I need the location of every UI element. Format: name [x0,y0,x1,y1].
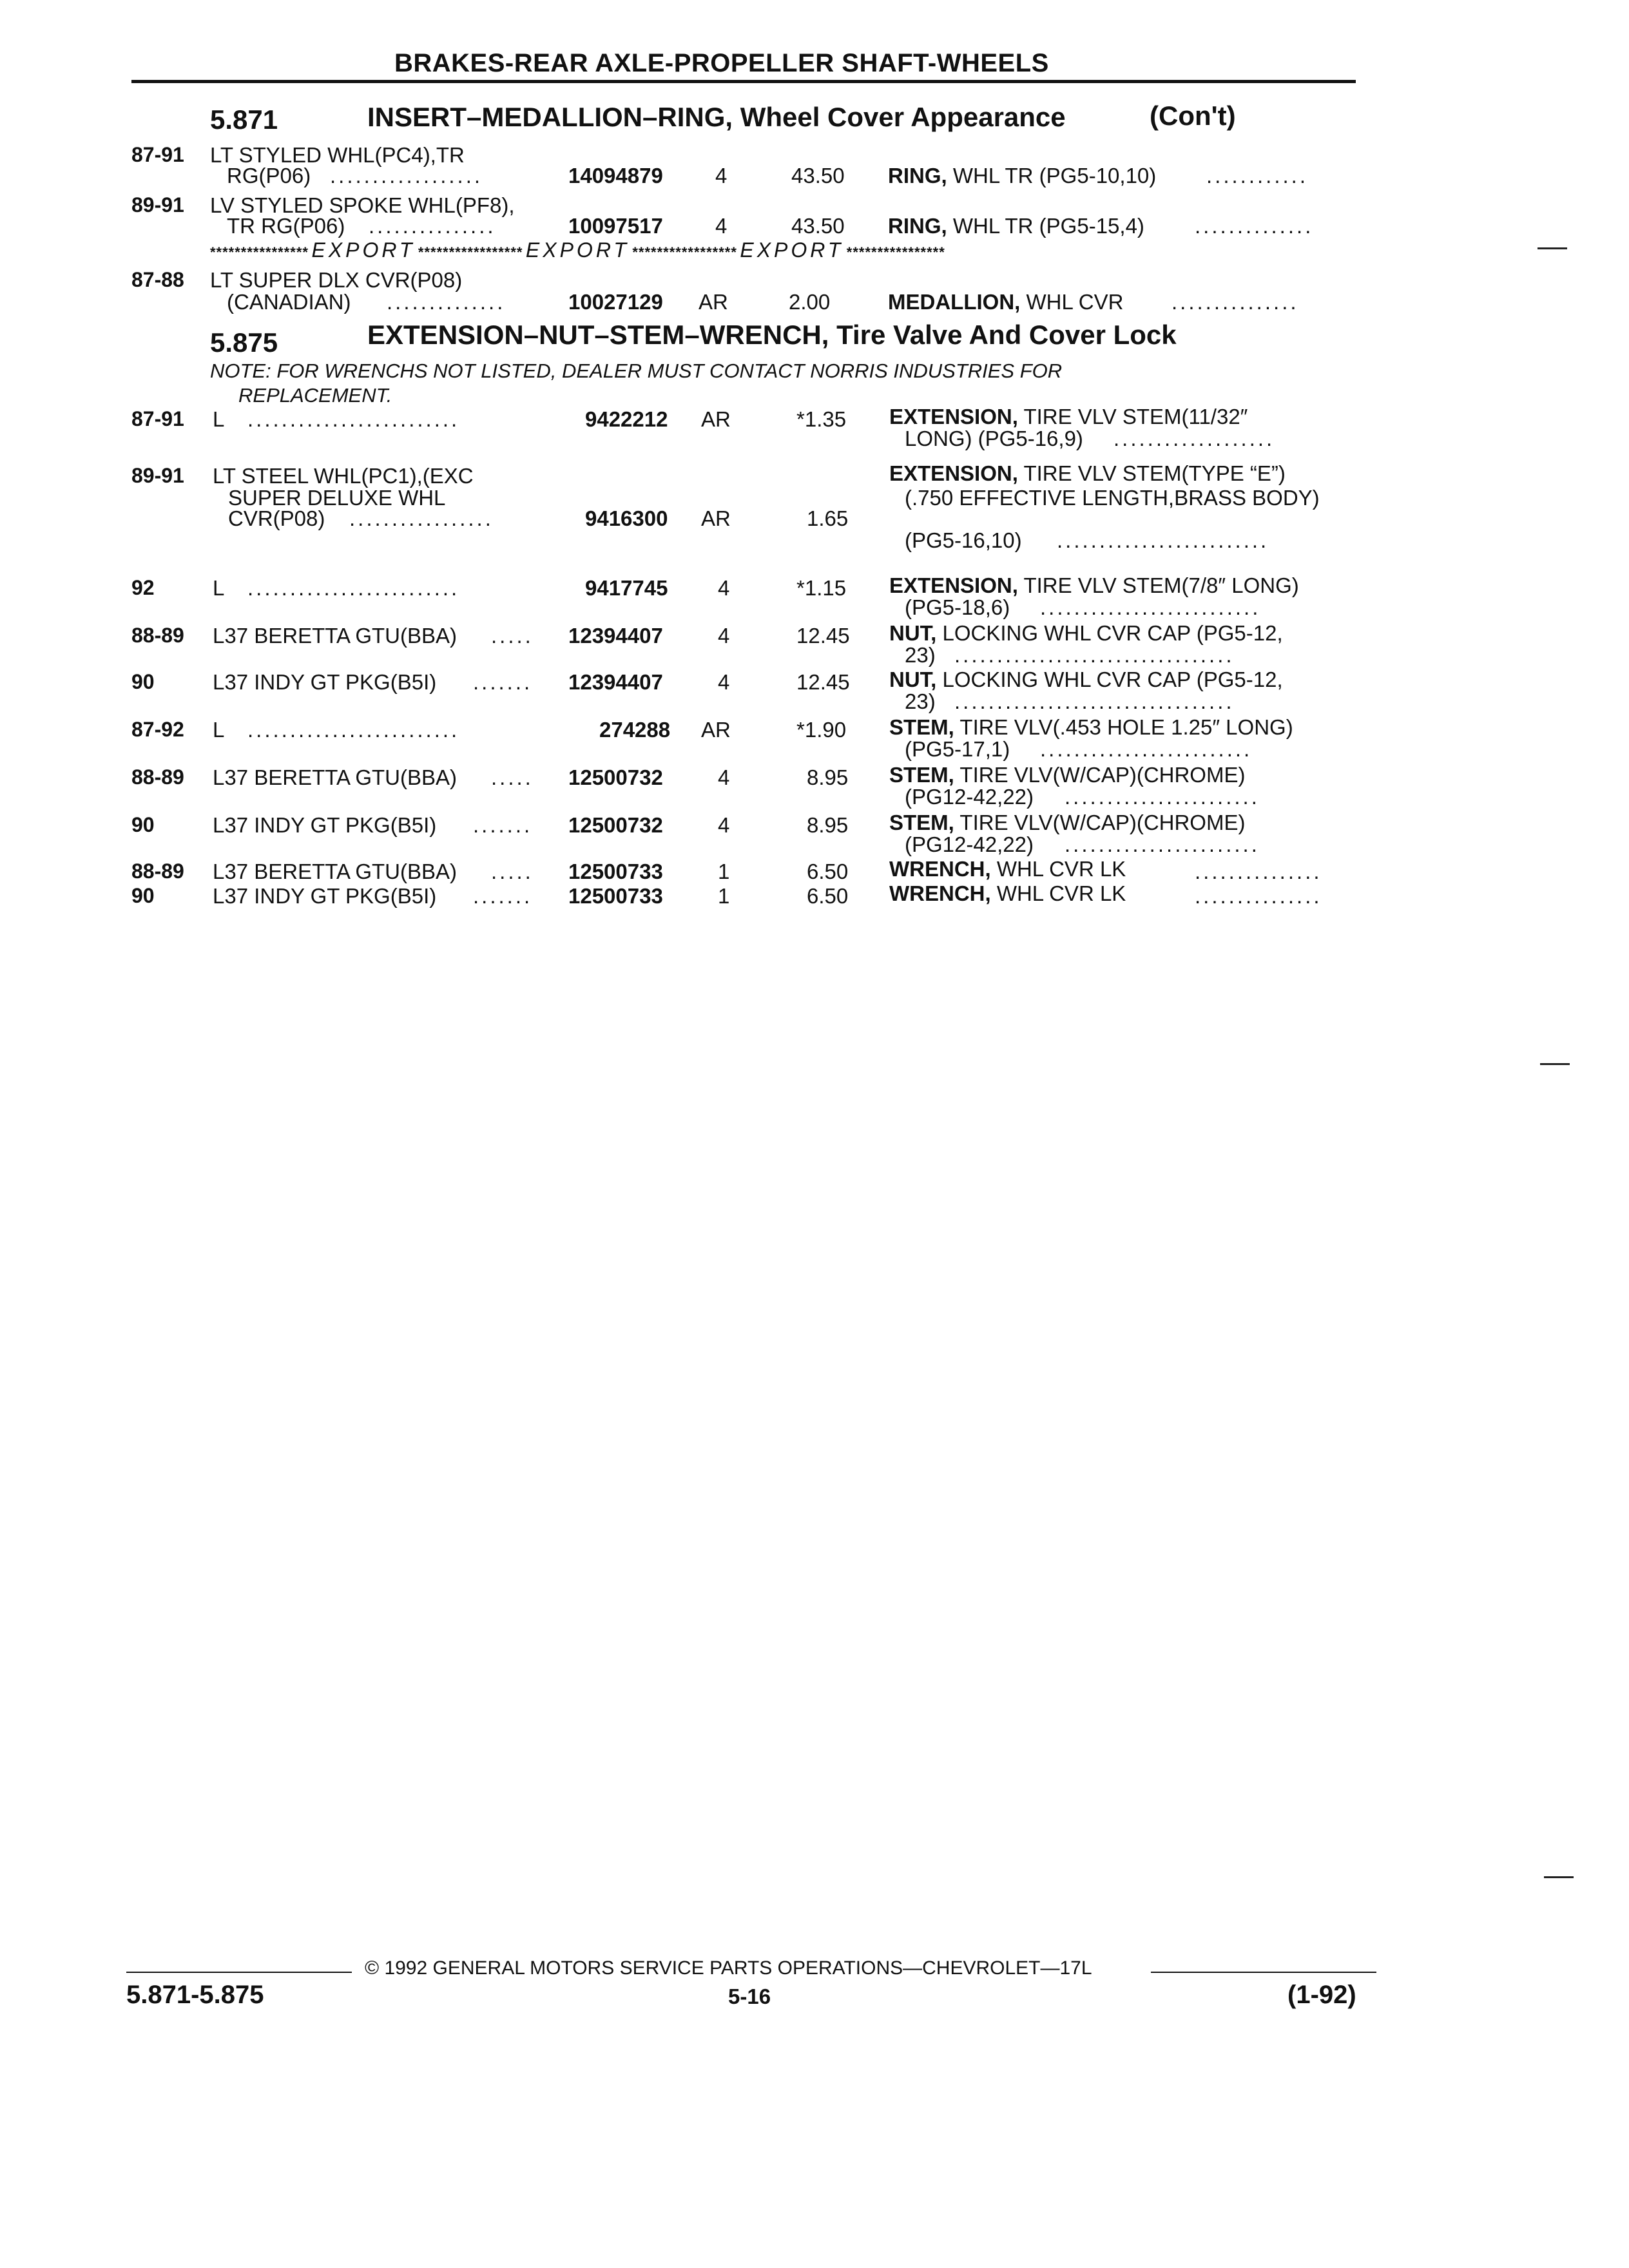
footer-rule-left [126,1972,352,1973]
part-description: NUT, LOCKING WHL CVR CAP (PG5-12, [889,621,1283,645]
part-number: 14094879 [568,164,663,187]
leader-dots: ....... [473,813,533,837]
leader-dots: ................... [1113,427,1275,450]
section-note: NOTE: FOR WRENCHS NOT LISTED, DEALER MUST CONTACT NORRIS INDUSTRIES FOR [210,360,1063,382]
entry-year: 88-89 [131,624,184,647]
leader-dots: ............... [1171,290,1299,314]
section-note-cont: REPLACEMENT. [238,384,392,407]
part-description: NUT, LOCKING WHL CVR CAP (PG5-12, [889,668,1283,691]
entry-year: 87-92 [131,718,184,741]
price: *1.15 [796,576,847,600]
entry-application: LT STYLED WHL(PC4),TR [210,143,465,167]
entry-year: 87-88 [131,268,184,291]
entry-application-cont: RG(P06) [227,164,311,187]
entry-year: 87-91 [131,143,184,166]
part-number: 9417745 [585,576,668,600]
entry-application: LV STYLED SPOKE WHL(PF8), [210,193,515,217]
quantity: 4 [715,214,728,238]
part-description: RING, WHL TR (PG5-10,10) [888,164,1157,187]
leader-dots: ......................... [1040,737,1253,761]
quantity: AR [701,718,731,742]
entry-application: L [213,718,225,742]
entry-application: L37 BERETTA GTU(BBA) [213,624,457,648]
entry-application-cont: CVR(P08) [228,506,325,530]
leader-dots: ......................... [247,718,460,742]
footer-date: (1-92) [1287,1981,1356,2009]
price: 12.45 [796,624,850,648]
part-number: 9422212 [585,407,668,431]
entry-application: LT STEEL WHL(PC1),(EXC [213,464,474,488]
quantity: 4 [715,164,728,187]
leader-dots: ................................. [954,643,1235,667]
leader-dots: .................. [330,164,483,187]
margin-mark [1544,1876,1574,1878]
part-description: STEM, TIRE VLV(W/CAP)(CHROME) [889,811,1246,834]
margin-mark [1540,1063,1570,1065]
part-number: 12500733 [568,860,663,883]
footer-section-range: 5.871-5.875 [126,1981,264,2009]
part-description: STEM, TIRE VLV(W/CAP)(CHROME) [889,763,1246,787]
part-description: MEDALLION, WHL CVR [888,290,1124,314]
quantity: 1 [718,860,730,883]
part-description: EXTENSION, TIRE VLV STEM(7/8″ LONG) [889,573,1299,597]
part-number: 12394407 [568,624,663,648]
section-number-5-871: 5.871 [210,104,278,135]
entry-application-cont: SUPER DELUXE WHL [228,486,446,510]
part-description-cont: (PG5-17,1) [905,737,1010,761]
price: 2.00 [789,290,831,314]
leader-dots: ....... [473,670,533,694]
entry-application: L [213,407,225,431]
part-number: 9416300 [585,506,668,530]
leader-dots: ............ [1206,164,1309,187]
footer-page-number: 5-16 [728,1984,771,2008]
price: 8.95 [807,813,849,837]
quantity: 4 [718,624,730,648]
price: *1.35 [796,407,847,431]
section-continued-label: (Con't) [1150,101,1236,131]
part-description-cont: 23) [905,689,936,713]
leader-dots: .............. [387,290,506,314]
entry-year: 89-91 [131,193,184,216]
price: 1.65 [807,506,849,530]
leader-dots: ......................... [247,407,460,431]
part-description: STEM, TIRE VLV(.453 HOLE 1.25″ LONG) [889,715,1293,739]
leader-dots: ............... [1195,860,1322,883]
page-header-title: BRAKES-REAR AXLE-PROPELLER SHAFT-WHEELS [394,49,1049,77]
entry-application: L37 INDY GT PKG(B5I) [213,884,437,908]
part-description-cont: (.750 EFFECTIVE LENGTH,BRASS BODY) [905,486,1320,510]
part-number: 10097517 [568,214,663,238]
entry-year: 92 [131,576,155,599]
margin-mark [1537,247,1567,249]
entry-application: L37 BERETTA GTU(BBA) [213,765,457,789]
price: 43.50 [791,214,845,238]
entry-application-cont: TR RG(P06) [227,214,345,238]
leader-dots: ................. [349,506,494,530]
quantity: 1 [718,884,730,908]
leader-dots: ......................... [247,576,460,600]
part-description: EXTENSION, TIRE VLV STEM(TYPE “E”) [889,461,1286,485]
entry-year: 88-89 [131,765,184,789]
part-number: 12500732 [568,765,663,789]
section-title-5-875: EXTENSION–NUT–STEM–WRENCH, Tire Valve And Cover Lock [367,320,1177,350]
leader-dots: ............... [1195,884,1322,908]
part-description: WRENCH, WHL CVR LK [889,881,1126,905]
price: 43.50 [791,164,845,187]
entry-year: 89-91 [131,464,184,487]
entry-year: 90 [131,813,155,836]
price: 6.50 [807,884,849,908]
part-description-cont: (PG12-42,22) [905,832,1034,856]
part-number: 10027129 [568,290,663,314]
leader-dots: ............... [369,214,496,238]
entry-application: L [213,576,225,600]
quantity: AR [701,407,731,431]
entry-application: L37 BERETTA GTU(BBA) [213,860,457,883]
part-description-cont: (PG12-42,22) [905,785,1034,809]
leader-dots: .......................... [1040,595,1261,619]
footer-rule-right [1151,1972,1376,1973]
entry-year: 90 [131,670,155,693]
part-number: 12500732 [568,813,663,837]
quantity: AR [699,290,728,314]
part-description: RING, WHL TR (PG5-15,4) [888,214,1144,238]
part-number: 12394407 [568,670,663,694]
leader-dots: ..... [491,624,534,648]
leader-dots: ..... [491,860,534,883]
leader-dots: ....... [473,884,533,908]
part-description-cont: (PG5-18,6) [905,595,1010,619]
section-title-5-871: INSERT–MEDALLION–RING, Wheel Cover Appearance [367,102,1066,132]
entry-year: 90 [131,884,155,907]
leader-dots: ................................. [954,689,1235,713]
entry-year: 87-91 [131,407,184,430]
part-number: 12500733 [568,884,663,908]
part-description: EXTENSION, TIRE VLV STEM(11/32″ [889,405,1248,428]
entry-application: L37 INDY GT PKG(B5I) [213,813,437,837]
leader-dots: ......................... [1057,528,1269,552]
section-number-5-875: 5.875 [210,327,278,358]
part-description: WRENCH, WHL CVR LK [889,857,1126,881]
export-banner: **************** EXPORT ***************** EXPORT ***************** EXPORT **************** [210,238,945,262]
part-description-cont: LONG) (PG5-16,9) [905,427,1083,450]
price: *1.90 [796,718,847,742]
leader-dots: ....................... [1065,832,1260,856]
leader-dots: ..... [491,765,534,789]
quantity: 4 [718,813,730,837]
quantity: 4 [718,670,730,694]
part-number: 274288 [599,718,671,742]
entry-year: 88-89 [131,860,184,883]
price: 6.50 [807,860,849,883]
quantity: 4 [718,765,730,789]
entry-application: L37 INDY GT PKG(B5I) [213,670,437,694]
entry-application: LT SUPER DLX CVR(P08) [210,268,463,292]
part-description-cont: 23) [905,643,936,667]
footer-copyright: © 1992 GENERAL MOTORS SERVICE PARTS OPERATIONS—CHEVROLET—17L [365,1957,1092,1979]
part-description-cont: (PG5-16,10) [905,528,1022,552]
header-rule [131,80,1356,83]
entry-application-cont: (CANADIAN) [227,290,351,314]
quantity: AR [701,506,731,530]
price: 12.45 [796,670,850,694]
price: 8.95 [807,765,849,789]
leader-dots: ....................... [1065,785,1260,809]
leader-dots: .............. [1195,214,1314,238]
quantity: 4 [718,576,730,600]
